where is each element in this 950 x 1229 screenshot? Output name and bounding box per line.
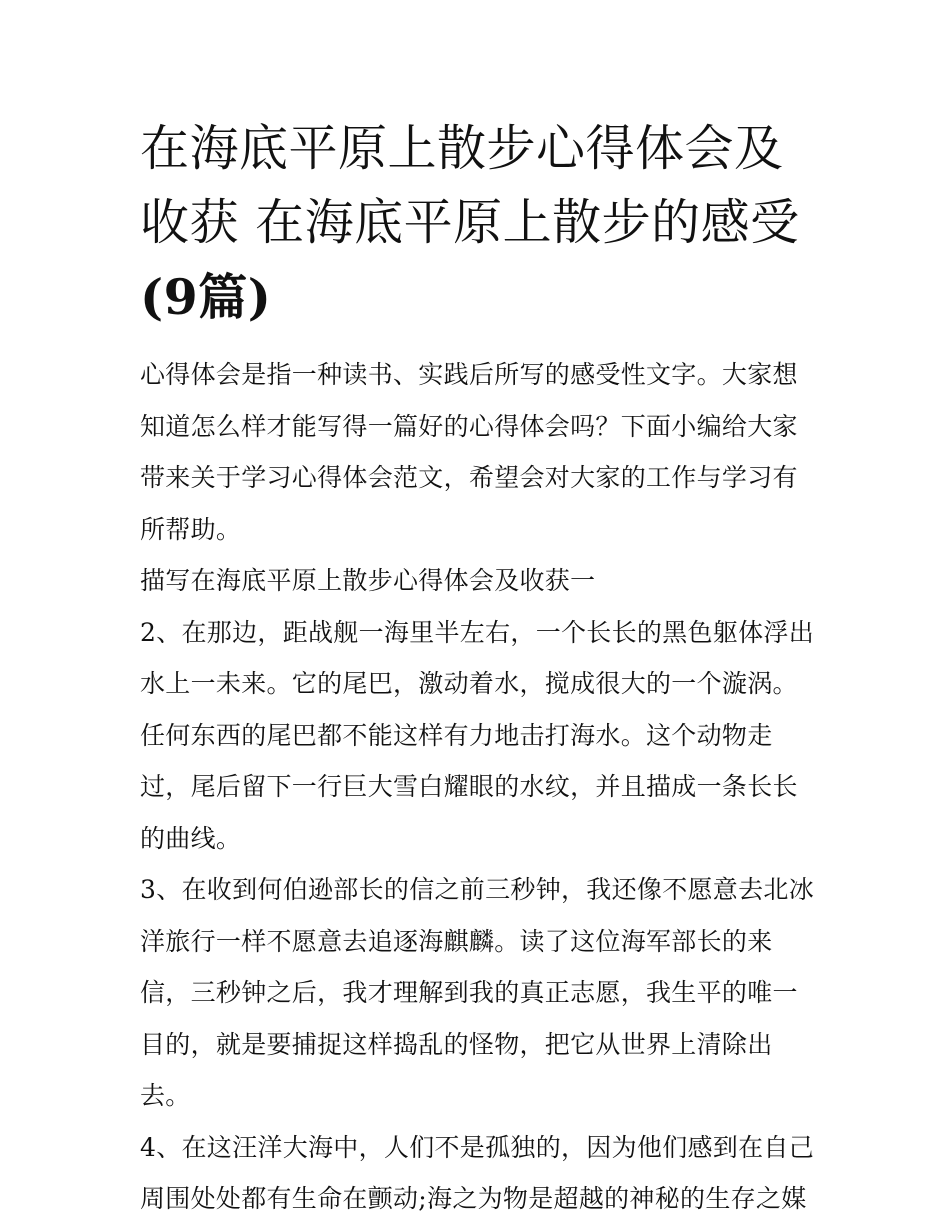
document-title <box>140 112 820 335</box>
intro-paragraph: 心得体会是指一种读书、实践后所写的感受性文字。大家想知道怎么样才能写得一篇好的心得体会吗？下面小编给大家带来关于学习心得体会范文，希望会对大家的工作与学习有所帮助。 <box>140 360 798 544</box>
paragraph-4: 4、在这汪洋大海中，人们不是孤独的，因为他们感到在自己周围处处都有生命在颤动;海之为物是超越的神秘的生存之媒 <box>140 1132 815 1213</box>
section-heading: 描写在海底平原上散步心得体会及收获一 <box>140 566 596 595</box>
document-content <box>140 112 820 1225</box>
paragraph-2: 2、在那边，距战舰一海里半左右，一个长长的黑色躯体浮出水上一未来。它的尾巴，激动着水，搅成很大的一个漩涡。任何东西的尾巴都不能这样有力地击打海水。这个动物走过，尾后留下一行巨大雪白耀眼的水纹，并且描成一条长长的曲线。 <box>140 617 815 853</box>
title-main: 在海底平原上散步心得体会及收获 在海底平原上散步的感受 <box>140 120 800 251</box>
document-body <box>140 349 820 1225</box>
paragraph-3: 3、在收到何伯逊部长的信之前三秒钟，我还像不愿意去北冰洋旅行一样不愿意去追逐海麒麟。读了这位海军部长的来信，三秒钟之后，我才理解到我的真正志愿，我生平的唯一目的，就是要捕捉这样捣乱的怪物，把它从世界上清除出去。 <box>140 875 815 1110</box>
title-suffix: (9篇) <box>140 268 272 326</box>
